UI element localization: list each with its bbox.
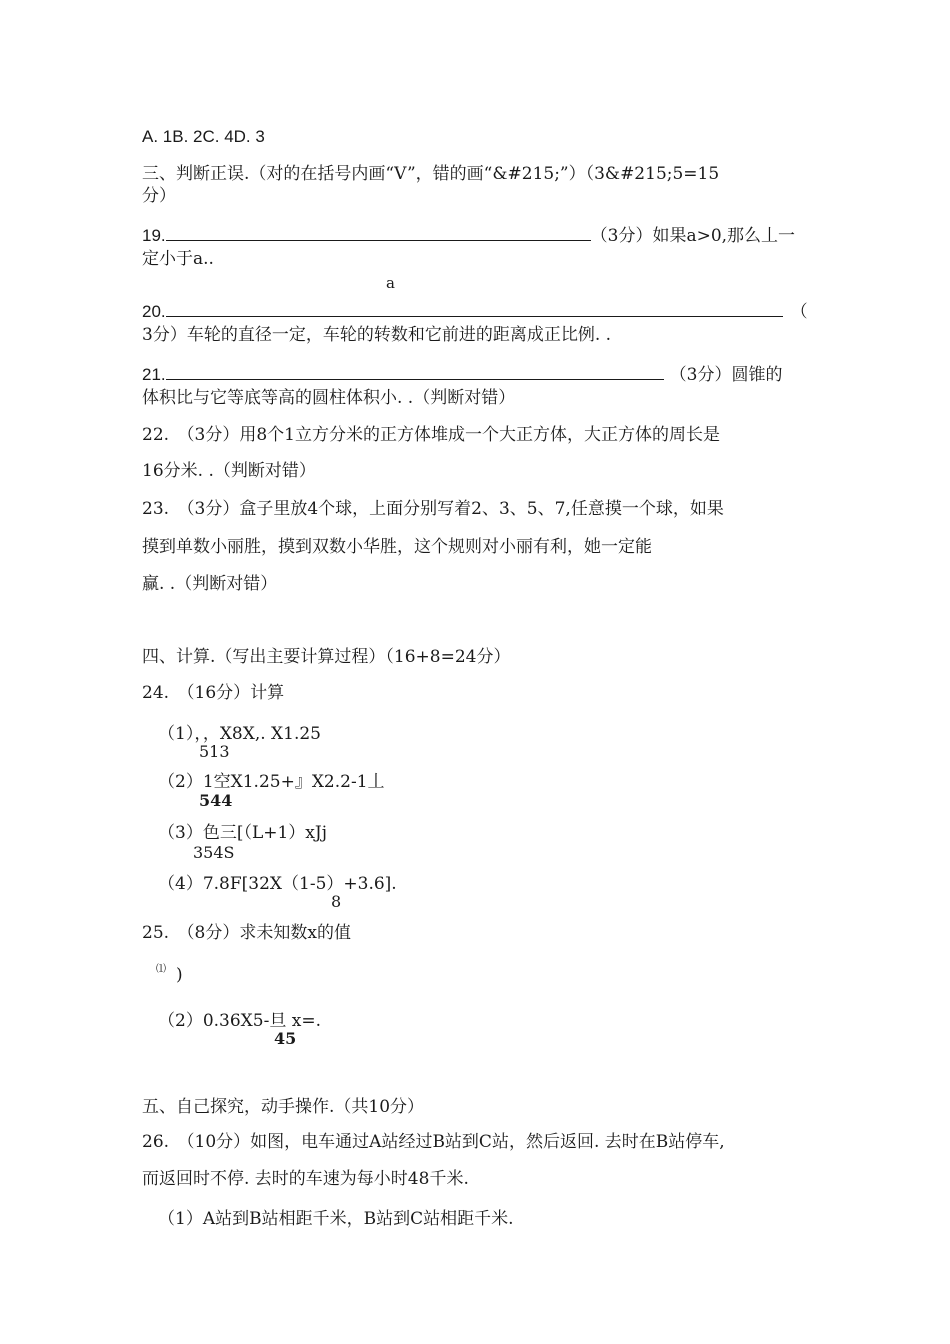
q19-line2: 定小于a.. [142, 249, 214, 269]
q24-part1: （1），，X8X,. X1.25 [158, 724, 322, 744]
q20-answer-blank[interactable] [166, 300, 783, 317]
q20-number: 20. [142, 302, 166, 321]
q19-fraction-denominator: a [386, 274, 395, 292]
q19-number: 19. [142, 226, 166, 245]
q19-answer-blank[interactable] [166, 224, 591, 241]
q24-part3: （3）色三[（L+1）xJj [158, 823, 327, 843]
q23-line1: 23. （3分）盒子里放4个球，上面分别写着2、3、5、7,任意摸一个球，如果 [142, 499, 724, 519]
q21-line2: 体积比与它等底等高的圆柱体积小. .（判断对错） [142, 388, 516, 408]
q26-line1: 26. （10分）如图，电车通过A站经过B站到C站，然后返回. 去时在B站停车, [142, 1132, 725, 1152]
q21-answer-blank[interactable] [166, 363, 664, 380]
q26-line2: 而返回时不停. 去时的车速为每小时48千米. [142, 1169, 469, 1189]
q24-part4: （4）7.8F[32X（1-5）+3.6]. [158, 874, 397, 894]
q24-part3-denominators: 354S [193, 843, 235, 862]
q22-line1: 22. （3分）用8个1立方分米的正方体堆成一个大正方体，大正方体的周长是 [142, 425, 720, 445]
q20-text: （ [790, 302, 808, 322]
q20-line1 [142, 300, 808, 323]
q25-title: 25. （8分）求未知数x的值 [142, 923, 351, 943]
q24-part1-denominators: 513 [199, 742, 230, 761]
q26-part1: （1）A站到B站相距千米，B站到C站相距千米. [158, 1209, 514, 1229]
q24-title: 24. （16分）计算 [142, 683, 285, 703]
q25-part2-denominator: 45 [274, 1029, 297, 1048]
q21-line1 [142, 363, 782, 386]
section3-heading-cont: 分） [142, 186, 176, 206]
q24-part2-denominators: 544 [199, 791, 233, 810]
section3-heading: 三、判断正误.（对的在括号内画“V”，错的画“&#215;”）（3&#215;5=15 [142, 164, 720, 184]
choices-line: A. 1B. 2C. 4D. 3 [142, 127, 265, 146]
section5-heading: 五、自己探究，动手操作.（共10分） [142, 1097, 425, 1117]
q21-text: （3分）圆锥的 [669, 365, 783, 385]
q20-line2: 3分）车轮的直径一定，车轮的转数和它前进的距离成正比例. . [142, 325, 612, 345]
section4-heading: 四、计算.（写出主要计算过程）（16+8=24分） [142, 647, 511, 667]
q23-line3: 赢. .（判断对错） [142, 574, 278, 594]
q25-part1-paren: ) [176, 965, 183, 985]
q19-text: （3分）如果a>0,那么丄一 [590, 226, 796, 246]
q25-part1-marker: ⑴ [156, 964, 166, 975]
q25-part2: （2）0.36X5-旦 x=. [158, 1011, 321, 1031]
q25-part1 [156, 964, 183, 986]
q22-line2: 16分米. .（判断对错） [142, 461, 316, 481]
q23-line2: 摸到单数小丽胜，摸到双数小华胜，这个规则对小丽有利，她一定能 [142, 537, 652, 557]
q21-number: 21. [142, 365, 166, 384]
q24-part4-denominator: 8 [331, 892, 342, 911]
q24-part2: （2）1空X1.25+』X2.2-1丄 [158, 772, 385, 792]
q19-line1 [142, 224, 795, 247]
